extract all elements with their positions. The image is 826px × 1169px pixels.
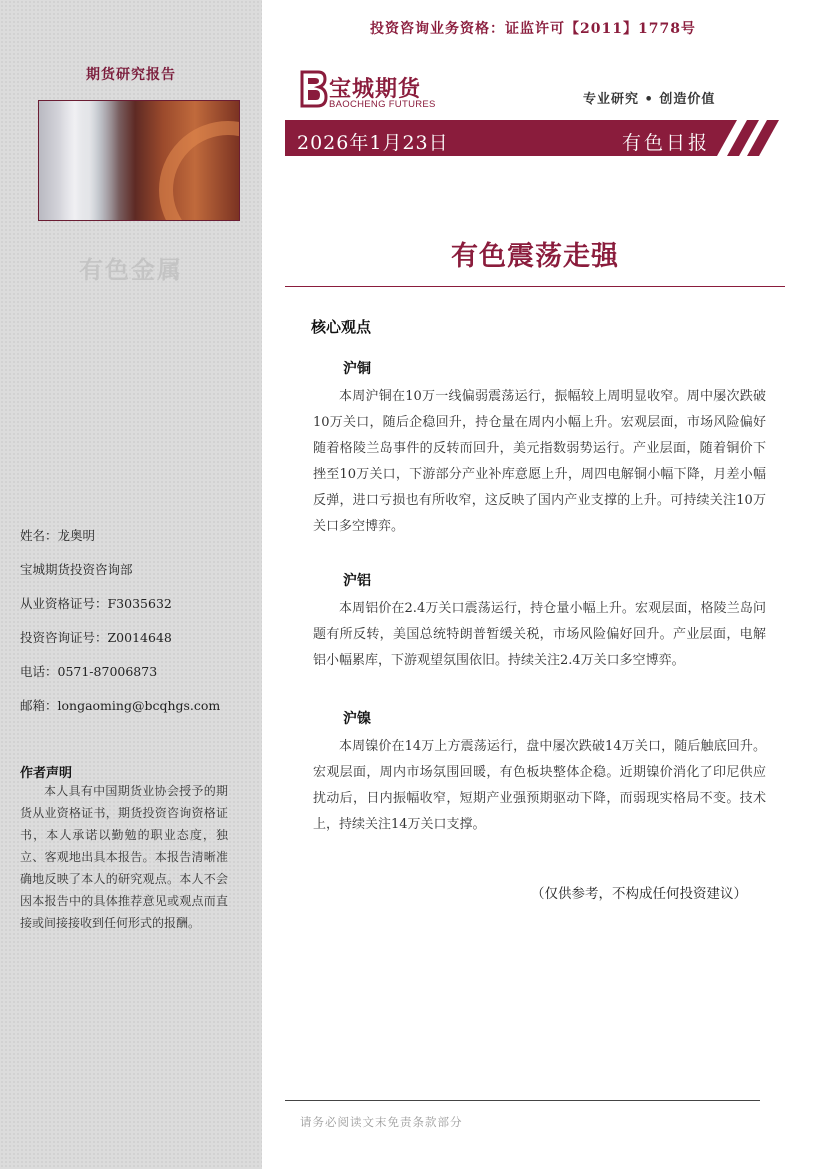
author-email: 邮箱：longaoming@bcqhgs.com (20, 698, 221, 713)
report-category-label: 期货研究报告 (86, 67, 176, 83)
logo-chinese-name: 宝城期货 (329, 77, 422, 102)
author-department: 宝城期货投资咨询部 (20, 562, 133, 577)
author-statement-title: 作者声明 (20, 766, 73, 781)
logo-mark-icon (298, 70, 328, 108)
author-info (20, 526, 250, 730)
sector-title: 有色金属 (79, 256, 183, 284)
section-heading-nickel: 沪镍 (343, 711, 371, 727)
author-consult-cert: 投资咨询证号：Z0014648 (20, 630, 172, 645)
report-title: 有色震荡走强 (451, 241, 619, 272)
cover-image-highlight (59, 101, 119, 220)
section-body-nickel: 本周镍价在14万上方震荡运行，盘中屡次跌破14万关口，随后触底回升。宏观层面，周内市场氛围回暖，有色板块整体企稳。近期镍价消化了印尼供应扰动后，日内振幅收窄，短期产业强预期驱动下降，而弱现实格局不变。技术上，持续关注14万关口支撑。 (313, 739, 766, 832)
core-view-heading: 核心观点 (311, 318, 372, 336)
author-qualification: 从业资格证号：F3035632 (20, 596, 172, 611)
footer-note: 请务必阅读文末免责条款部分 (300, 1115, 463, 1129)
footer-divider (285, 1100, 760, 1101)
slogan: 专业研究 • 创造价值 (583, 92, 716, 107)
author-phone: 电话：0571-87006873 (20, 664, 158, 679)
report-date: 2026年1月23日 (297, 132, 449, 154)
author-name: 姓名：龙奥明 (20, 528, 96, 543)
section-heading-aluminum: 沪铝 (343, 573, 371, 589)
license-text: 投资咨询业务资格：证监许可【2011】1778号 (370, 21, 696, 37)
author-statement-body: 本人具有中国期货业协会授予的期货从业资格证书，期货投资咨询资格证书，本人承诺以勤勉的职业态度，独立、客观地出具本报告。本报告清晰准确地反映了本人的研究观点。本人不会因本报告中的具体推荐意见或观点而直接或间接接收到任何形式的报酬。 (20, 784, 228, 930)
section-body-aluminum: 本周铝价在2.4万关口震荡运行，持仓量小幅上升。宏观层面，格陵兰岛问题有所反转，美国总统特朗普暂缓关税，市场风险偏好回升。产业层面，电解铝小幅累库，下游观望氛围依旧。持续关注2.4万关口多空博弈。 (313, 601, 766, 668)
report-type: 有色日报 (622, 132, 711, 154)
title-divider (285, 286, 785, 287)
section-heading-copper: 沪铜 (343, 361, 371, 377)
cover-image-copper-coil (159, 121, 240, 221)
section-body-copper: 本周沪铜在10万一线偏弱震荡运行，振幅较上周明显收窄。周中屡次跌破10万关口，随后企稳回升，持仓量在周内小幅上升。宏观层面，市场风险偏好随着格陵兰岛事件的反转而回升，美元指数弱势运行。产业层面，随着铜价下挫至10万关口，下游部分产业补库意愿上升，周四电解铜小幅下降，月差小幅反弹，进口亏损也有所收窄，这反映了国内产业支撑的上升。可持续关注10万关口多空博弈。 (313, 389, 766, 534)
investment-disclaimer: （仅供参考，不构成任何投资建议） (531, 886, 747, 902)
cover-image (38, 100, 240, 221)
logo-english-name: BAOCHENG FUTURES (329, 99, 436, 110)
company-logo (298, 70, 448, 114)
